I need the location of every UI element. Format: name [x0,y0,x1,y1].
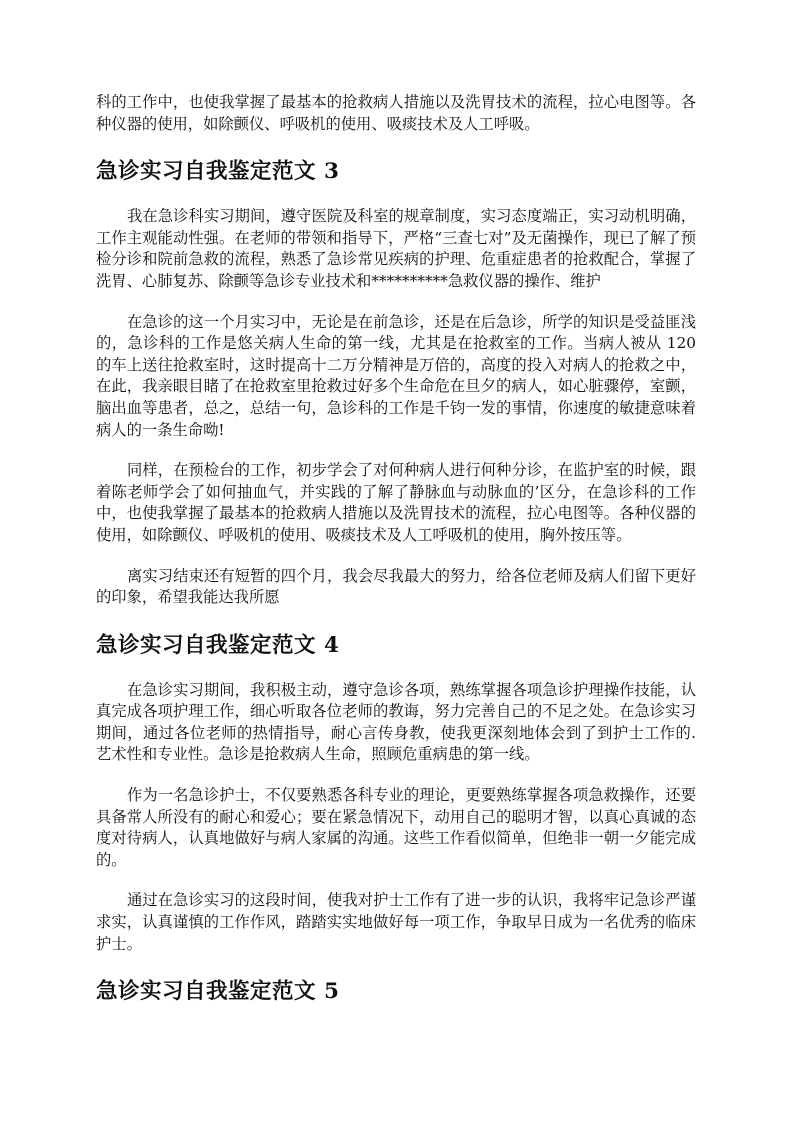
section-5-heading: 急诊实习自我鉴定范文 5 [96,979,340,1005]
section-3-heading: 急诊实习自我鉴定范文 3 [96,159,340,185]
section-3-paragraph-3: 同样，在预检台的工作，初步学会了对何种病人进行何种分诊，在监护室的时候，跟着陈老师学会了如何抽血气，并实践的了解了静脉血与动脉血的’区分，在急诊科的工作中，也使我掌握了最基本的抢救病人措施以及洗胃技术的流程，拉心电图等。各种仪器的使用，如除颤仪、呼吸机的使用、吸痰技术及人工呼吸机的使用，胸外按压等。 [96,461,696,544]
section-3-paragraph-2: 在急诊的这一个月实习中，无论是在前急诊，还是在后急诊，所学的知识是受益匪浅的，急诊科的工作是悠关病人生命的第一线，尤其是在抢救室的工作。当病人被从 120 的车上送往抢救室时，这时提高十二万分精神是万倍的，高度的投入对病人的抢救之中，在此，我亲眼目睹了在抢救室里抢救过好多个生命危在旦夕的病人，如心脏骤停，室颤，脑出血等患者，总之，总结一句，急诊科的工作是千钧一发的事情，你速度的敏捷意味着病人的一条生命呦! [96,312,696,439]
document-page [96,92,696,1026]
intro-paragraph: 科的工作中，也使我掌握了最基本的抢救病人措施以及洗胃技术的流程，拉心电图等。各种仪器的使用，如除颤仪、呼吸机的使用、吸痰技术及人工呼吸。 [96,93,696,133]
section-4-paragraph-2: 作为一名急诊护士，不仅要熟悉各科专业的理论，更要熟练掌握各项急救操作，还要具备常人所没有的耐心和爱心；要在紧急情况下，动用自己的聪明才智，以真心真诚的态度对待病人，认真地做好与病人家属的沟通。这些工作看似简单，但绝非一朝一夕能完成的。 [96,786,696,869]
section-4-heading: 急诊实习自我鉴定范文 4 [96,632,340,658]
section-3-paragraph-1: 我在急诊科实习期间，遵守医院及科室的规章制度，实习态度端正，实习动机明确，工作主观能动性强。在老师的带领和指导下，严格“三查七对”及无菌操作，现已了解了预检分诊和院前急救的流程，熟悉了急诊常见疾病的护理、危重症患者的抢救配合，掌握了洗胃、心肺复苏、除颤等急诊专业技术和**********急救仪器的操作、维护 [96,207,696,290]
section-4-paragraph-3: 通过在急诊实习的这段时间，使我对护士工作有了进一步的认识，我将牢记急诊严谨求实，认真谨慎的工作作风，踏踏实实地做好每一项工作，争取早日成为一名优秀的临床护士。 [96,891,696,953]
section-3-paragraph-4: 离实习结束还有短暂的四个月，我会尽我最大的努力，给各位老师及病人们留下更好的印象，希望我能达我所愿 [96,566,696,607]
section-4-paragraph-1: 在急诊实习期间，我积极主动，遵守急诊各项，熟练掌握各项急诊护理操作技能，认真完成各项护理工作，细心听取各位老师的教诲，努力完善自己的不足之处。在急诊实习期间，通过各位老师的热情指导，耐心言传身教，使我更深刻地体会到了到护士工作的.艺术性和专业性。急诊是抢救病人生命，照顾危重病患的第一线。 [96,680,696,764]
